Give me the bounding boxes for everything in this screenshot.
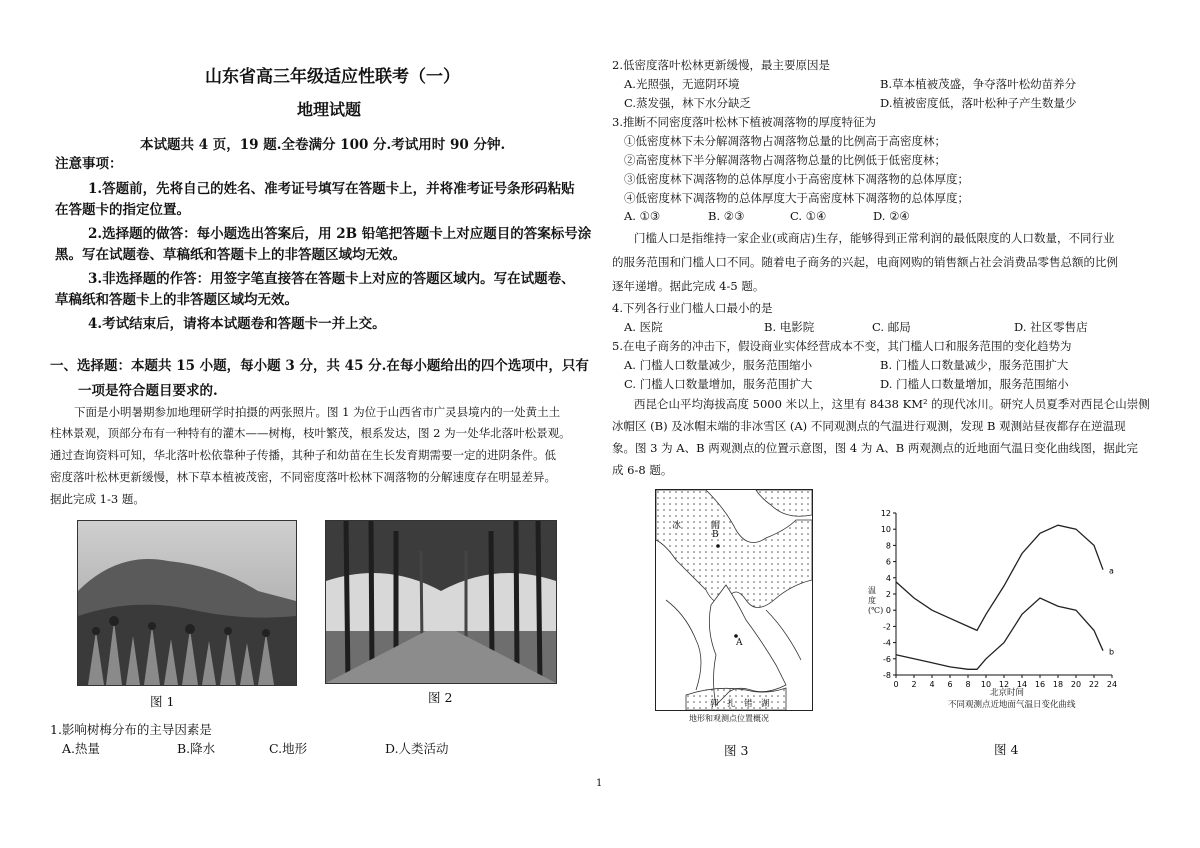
- intro-45-line: 的服务范围和门槛人口不同。随着电子商务的兴起，电商网购的销售额占社会消费品零售总额的比例: [612, 255, 1118, 269]
- q3-item: ③低密度林下凋落物的总体厚度小于高密度林下凋落物的总体厚度；: [624, 172, 969, 186]
- q4-option-a: A. 医院: [624, 320, 663, 334]
- fig4-xlabel: 北京时间: [990, 688, 1025, 698]
- page-number: 1: [596, 778, 603, 789]
- fig4-subtitle: 不同观测点近地面气温日变化曲线: [948, 700, 1076, 710]
- question-5-stem: 5.在电子商务的冲击下，假设商业实体经营成本不变，其门槛人口和服务范围的变化趋势为: [612, 339, 1072, 353]
- x-tick-label: 6: [947, 680, 953, 689]
- notice-line: 4.考试结束后，请将本试题卷和答题卡一并上交。: [88, 316, 386, 332]
- figure-2-photo: [325, 520, 557, 684]
- x-tick-label: 0: [893, 680, 899, 689]
- y-tick-label: 12: [880, 509, 891, 518]
- section-heading: 一、选择题：本题共 15 小题，每小题 3 分，共 45 分.在每小题给出的四个选项中，只有: [50, 358, 589, 374]
- figure-4-caption: 图 4: [994, 742, 1019, 757]
- question-2-stem: 2.低密度落叶松林更新缓慢，最主要原因是: [612, 58, 830, 72]
- q5-option-b: B. 门槛人口数量减少，服务范围扩大: [880, 358, 1069, 372]
- question-1-stem: 1.影响树梅分布的主导因素是: [50, 722, 212, 737]
- intro-line: 据此完成 1-3 题。: [50, 492, 145, 506]
- q1-option-b: B.降水: [177, 741, 216, 756]
- notice-line: 黑。写在试题卷、草稿纸和答题卡上的非答题区域均无效。: [55, 247, 406, 263]
- fig3-point-b-label: B: [712, 530, 719, 540]
- notice-line: 2.选择题的做答：每小题选出答案后，用 2B 铅笔把答题卡上对应题目的答案标号涂: [88, 226, 592, 242]
- figure-3-caption: 图 3: [724, 743, 749, 758]
- q4-option-c: C. 邮局: [872, 320, 911, 334]
- y-tick-label: 4: [885, 573, 891, 583]
- y-tick-label: 8: [885, 541, 891, 551]
- series-line-b: [896, 598, 1103, 669]
- q3-option-d: D. ②④: [873, 209, 910, 223]
- q4-option-d: D. 社区零售店: [1014, 320, 1088, 334]
- figure-1-photo: [77, 520, 297, 686]
- figure-3-map: [655, 489, 813, 711]
- fig3-point-a-label: A: [736, 638, 743, 648]
- intro-68-line: 西昆仑山平均海拔高度 5000 米以上，这里有 8438 KM² 的现代冰川。研究人员夏季对西昆仑山崇侧: [634, 397, 1150, 411]
- q3-item: ①低密度林下未分解凋落物占凋落物总量的比例高于高密度林；: [624, 134, 946, 148]
- intro-68-line: 成 6-8 题。: [612, 463, 673, 477]
- q3-item: ②高密度林下半分解凋落物占凋落物总量的比例低于低密度林；: [624, 153, 946, 167]
- q3-item: ④低密度林下凋落物的总体厚度大于高密度林下凋落物的总体厚度；: [624, 191, 969, 205]
- y-tick-label: -2: [883, 622, 891, 632]
- series-label-a: a: [1109, 566, 1114, 576]
- intro-line: 密度落叶松林更新缓慢，林下草本植被茂密，不同密度落叶松林下凋落物的分解速度存在明显差异。: [50, 470, 556, 484]
- notice-line: 在答题卡的指定位置。: [55, 202, 190, 218]
- q2-option-d: D.植被密度低，落叶松种子产生数量少: [880, 96, 1077, 110]
- notice-line: 草稿纸和答题卡上的非答题区域均无效。: [55, 292, 298, 308]
- y-tick-label: 0: [885, 606, 891, 616]
- q3-option-a: A. ①③: [624, 209, 661, 223]
- fig3-label-cap: 帽: [711, 521, 721, 531]
- question-3-stem: 3.推断不同密度落叶松林下植被凋落物的厚度特征为: [612, 115, 876, 129]
- q1-option-d: D.人类活动: [385, 741, 449, 756]
- y-tick-label: 10: [880, 525, 891, 535]
- fig3-lake-label: 郭 扎 错 湖: [710, 699, 770, 709]
- intro-68-line: 象。图 3 为 A、B 两观测点的位置示意图，图 4 为 A、B 两观测点的近地面气温日变化曲线图，据此完: [612, 441, 1138, 455]
- x-tick-label: 14: [1016, 680, 1028, 689]
- x-tick-label: 16: [1034, 680, 1046, 689]
- intro-line: 柱林景观，顶部分布有一种特有的灌木——树梅，枝叶繁茂，根系发达，图 2 为一处华北落叶松景观。: [50, 426, 571, 440]
- series-label-b: b: [1109, 647, 1115, 657]
- q3-option-c: C. ①④: [790, 209, 827, 223]
- x-tick-label: 2: [911, 680, 917, 689]
- q4-option-b: B. 电影院: [764, 320, 815, 334]
- q2-option-b: B.草本植被茂盛，争夺落叶松幼苗养分: [880, 77, 1077, 91]
- x-tick-label: 10: [980, 680, 992, 689]
- q5-option-c: C. 门槛人口数量增加，服务范围扩大: [624, 377, 813, 391]
- x-tick-label: 4: [929, 680, 935, 689]
- question-4-stem: 4.下列各行业门槛人口最小的是: [612, 301, 773, 315]
- x-tick-label: 24: [1106, 680, 1118, 689]
- fig3-label-ice: 冰: [672, 521, 682, 531]
- q2-option-a: A.光照强，无遮阴环境: [624, 77, 740, 91]
- q3-option-b: B. ②③: [708, 209, 745, 223]
- y-tick-label: 6: [885, 557, 891, 567]
- intro-68-line: 冰帽区 (B) 及冰帽末端的非冰雪区 (A) 不同观测点的气温进行观测，发现 B 观测站昼夜都存在逆温现: [612, 419, 1126, 433]
- intro-line: 下面是小明暑期参加地理研学时拍摄的两张照片。图 1 为位于山西省市广灵县境内的一处黄土土: [74, 405, 561, 419]
- x-tick-label: 18: [1052, 680, 1064, 689]
- x-tick-label: 22: [1088, 680, 1100, 689]
- exam-subject: 地理试题: [297, 100, 362, 119]
- figure-1-caption: 图 1: [150, 694, 175, 709]
- x-tick-label: 12: [998, 680, 1010, 689]
- series-line-a: [896, 525, 1103, 630]
- y-tick-label: -8: [883, 671, 891, 680]
- exam-meta: 本试题共 4 页，19 题.全卷满分 100 分.考试用时 90 分钟.: [140, 137, 506, 153]
- q5-option-a: A. 门槛人口数量减少，服务范围缩小: [624, 358, 813, 372]
- intro-45-line: 逐年递增。据此完成 4-5 题。: [612, 279, 765, 293]
- intro-line: 通过查询资料可知，华北落叶松依靠种子传播，其种子和幼苗在生长发育期需要一定的进阴条件。低: [50, 448, 556, 462]
- q1-option-c: C.地形: [269, 741, 308, 756]
- figure-2-caption: 图 2: [428, 690, 453, 705]
- q2-option-c: C.蒸发强，林下水分缺乏: [624, 96, 752, 110]
- notice-heading: 注意事项：: [55, 156, 123, 172]
- notice-line: 3.非选择题的作答：用签字笔直接答在答题卡上对应的答题区域内。写在试题卷、: [88, 271, 575, 287]
- intro-45-line: 门槛人口是指维持一家企业(或商店)生存，能够得到正常利润的最低限度的人口数量，不同行业: [634, 231, 1115, 245]
- notice-line: 1.答题前，先将自己的姓名、准考证号填写在答题卡上，并将准考证号条形码粘贴: [88, 181, 575, 197]
- fig3-inner-caption: 地形和观测点位置概况: [689, 714, 769, 723]
- section-heading-cont: 一项是符合题目要求的.: [78, 383, 218, 399]
- y-tick-label: 2: [885, 590, 891, 599]
- q1-option-a: A.热量: [62, 741, 101, 756]
- figure-4-chart: [862, 505, 1132, 715]
- y-tick-label: -6: [883, 654, 891, 664]
- fig4-ylabel: 温度(℃): [868, 586, 884, 615]
- y-tick-label: -4: [883, 638, 891, 648]
- q5-option-d: D. 门槛人口数量增加，服务范围缩小: [880, 377, 1069, 391]
- exam-title: 山东省高三年级适应性联考（一）: [205, 67, 460, 87]
- temperature-line-chart: [862, 505, 1132, 715]
- x-tick-label: 8: [965, 680, 971, 689]
- x-tick-label: 20: [1070, 680, 1082, 689]
